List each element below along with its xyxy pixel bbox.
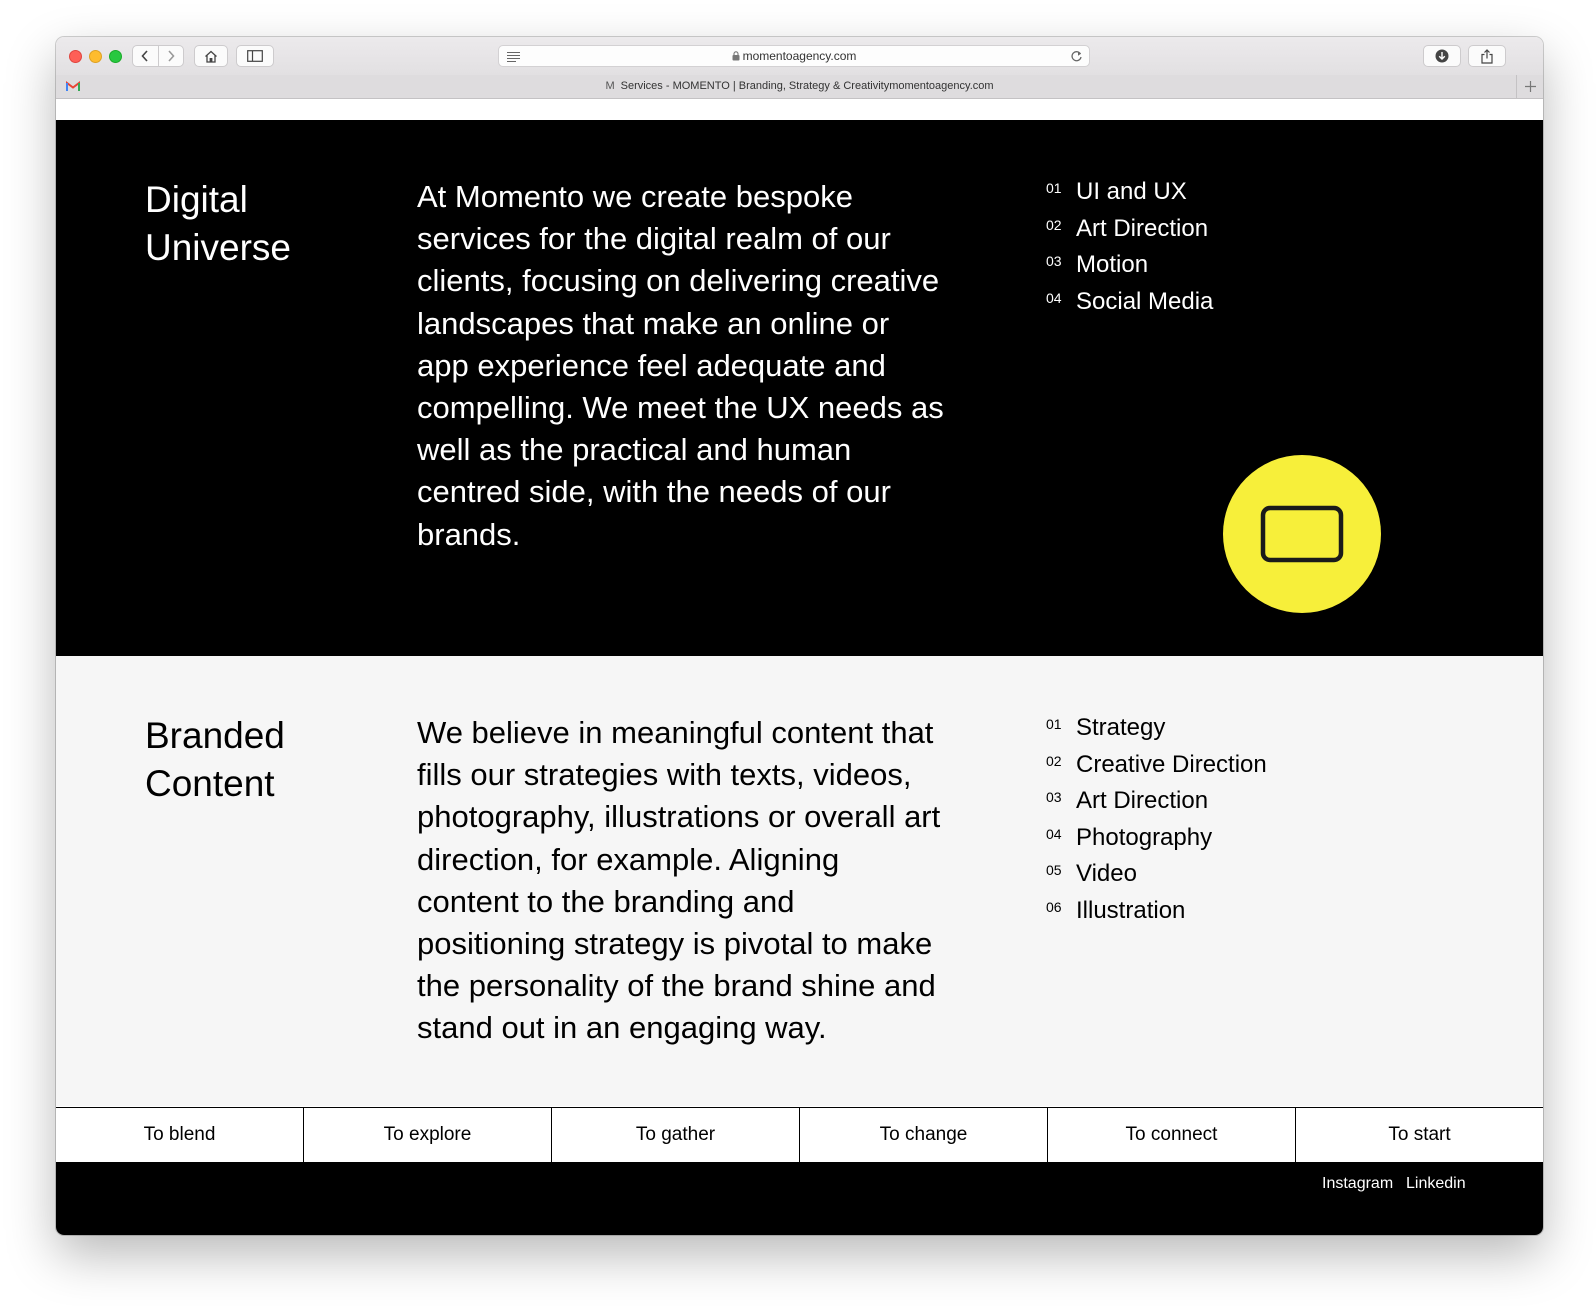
service-number: 02 <box>1046 216 1062 233</box>
home-button[interactable] <box>194 45 228 67</box>
service-label: Strategy <box>1076 714 1166 741</box>
nav-to-explore[interactable]: To explore <box>303 1108 551 1162</box>
service-number: 02 <box>1046 752 1062 769</box>
digital-badge <box>1223 455 1381 613</box>
footer <box>56 1162 1543 1235</box>
plus-icon <box>1525 81 1536 92</box>
service-label: Social Media <box>1076 287 1214 315</box>
service-label: Creative Direction <box>1076 750 1267 778</box>
share-icon <box>1481 49 1493 64</box>
chevron-right-icon <box>167 50 175 62</box>
bottom-nav <box>56 1107 1543 1162</box>
downloads-button[interactable] <box>1423 45 1461 67</box>
chevron-left-icon <box>141 50 149 62</box>
linkedin-link[interactable]: Linkedin <box>1406 1175 1466 1192</box>
digital-universe-section <box>56 120 1543 656</box>
browser-window <box>56 37 1543 1235</box>
service-number: 05 <box>1046 862 1062 878</box>
new-tab-button[interactable] <box>1516 75 1543 98</box>
service-label: Photography <box>1076 823 1213 851</box>
section-title <box>145 176 291 272</box>
service-number: 06 <box>1046 898 1062 915</box>
service-label: Motion <box>1076 251 1149 278</box>
nav-to-connect[interactable]: To connect <box>1047 1108 1295 1162</box>
branded-content-section <box>56 656 1543 1106</box>
service-number: 03 <box>1046 789 1062 805</box>
section-description: At Momento we create bespoke services for the digital realm of our clients, focusing on delivering creative landscapes that make an online or app experience feel adequate and compelling. We meet the UX needs as well as the practical and human centred side, with the needs of our brands. <box>417 179 944 552</box>
forward-button[interactable] <box>159 46 184 66</box>
lock-icon <box>732 51 740 61</box>
service-number: 03 <box>1046 253 1062 269</box>
tab-bar <box>56 75 1543 99</box>
section-title <box>145 712 285 808</box>
tab-favicon: M <box>605 80 615 92</box>
nav-to-start[interactable]: To start <box>1295 1108 1543 1162</box>
url-text: momentoagency.com <box>742 49 857 63</box>
download-icon <box>1435 49 1449 63</box>
service-number: 04 <box>1046 289 1062 306</box>
share-button[interactable] <box>1468 45 1506 67</box>
tab-title: Services - MOMENTO | Branding, Strategy & Creativitymomentoagency.com <box>620 80 994 92</box>
minimize-window-button[interactable] <box>89 50 102 63</box>
service-label: Illustration <box>1076 896 1186 924</box>
back-button[interactable] <box>133 46 159 66</box>
maximize-window-button[interactable] <box>109 50 122 63</box>
service-number: 01 <box>1046 180 1062 196</box>
service-label: Video <box>1076 860 1137 887</box>
page-content <box>56 99 1543 1235</box>
address-bar[interactable] <box>498 45 1090 67</box>
section-title-line: Content <box>145 763 275 804</box>
sidebar-toggle-button[interactable] <box>236 45 274 67</box>
reload-icon[interactable] <box>1070 50 1083 63</box>
section-description: We believe in meaningful content that fills our strategies with texts, videos, photography, illustrations or overall art direction, for example. Aligning content to the branding and positioning strategy is pivotal to make the personality of the brand shine and stand out in an engaging way. <box>417 715 941 1046</box>
tab-active[interactable] <box>56 80 1543 92</box>
nav-to-change[interactable]: To change <box>799 1108 1047 1162</box>
url-display <box>499 49 1089 63</box>
nav-to-gather[interactable]: To gather <box>551 1108 799 1162</box>
browser-toolbar <box>56 37 1543 76</box>
close-window-button[interactable] <box>69 50 82 63</box>
home-icon <box>204 50 218 63</box>
service-number: 01 <box>1046 716 1062 732</box>
service-number: 04 <box>1046 825 1062 842</box>
service-label: Art Direction <box>1076 787 1209 814</box>
section-title-line: Digital <box>145 179 248 220</box>
sidebar-icon <box>247 50 263 62</box>
service-label: Art Direction <box>1076 214 1209 242</box>
section-title-line: Universe <box>145 227 291 268</box>
nav-to-blend[interactable]: To blend <box>143 1124 216 1145</box>
service-label: UI and UX <box>1076 178 1187 205</box>
instagram-link[interactable]: Instagram <box>1322 1175 1394 1192</box>
screen-icon <box>1260 505 1344 563</box>
section-title-line: Branded <box>145 715 285 756</box>
history-nav <box>132 45 184 67</box>
